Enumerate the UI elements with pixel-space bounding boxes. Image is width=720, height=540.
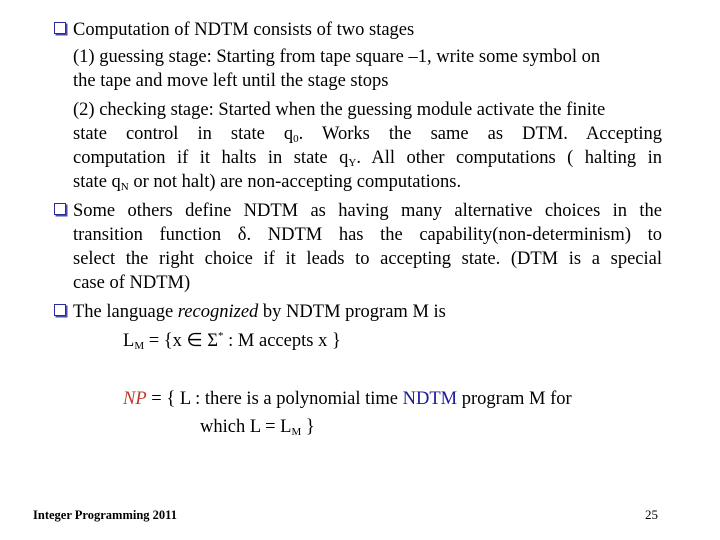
formula-lm [123, 330, 341, 352]
text: which L = L [200, 417, 292, 437]
text: L [123, 331, 135, 351]
emphasis: recognized [177, 302, 259, 322]
np-term: NP [123, 389, 147, 409]
text-line: Some others define NDTM as having many alternative choices in the [73, 201, 662, 221]
text: state control in state q [73, 124, 294, 144]
text-line: select the right choice if it leads to accepting state. (DTM is a special [73, 249, 662, 269]
page-number: 25 [645, 507, 658, 522]
text-line: the tape and move left until the stage stops [73, 71, 389, 91]
text-line: transition function δ. NDTM has the capability(non-determinism) to [73, 225, 662, 245]
text-line [73, 123, 662, 145]
subscript: N [120, 181, 129, 193]
subscript: M [291, 426, 302, 438]
superscript: * [218, 329, 224, 342]
text-line [73, 147, 662, 169]
text: = { L : there is a polynomial time [146, 389, 403, 409]
text-line [73, 171, 461, 193]
text: The language [73, 302, 178, 322]
bullet1-heading: Computation of NDTM consists of two stages [73, 20, 415, 40]
text: : M accepts x } [223, 331, 341, 351]
text: or not halt) are non-accepting computations. [128, 172, 462, 192]
bullet-icon [54, 22, 66, 34]
text: } [301, 417, 315, 437]
text-line: case of NDTM) [73, 273, 191, 293]
text-line: (2) checking stage: Started when the guessing module activate the finite [73, 100, 606, 120]
text: = {x ∈ Σ [144, 331, 219, 351]
text: . All other computations ( halting in [356, 148, 662, 168]
text: program M for [457, 389, 572, 409]
bullet-icon [54, 304, 66, 316]
text-line: (1) guessing stage: Starting from tape square –1, write some symbol on [73, 47, 601, 67]
subscript: M [134, 340, 145, 352]
text-line [73, 301, 446, 323]
np-definition [123, 388, 572, 410]
ndtm-term: NDTM [402, 389, 458, 409]
subscript: 0 [293, 133, 299, 145]
text: state q [73, 172, 121, 192]
text: by NDTM program M is [258, 302, 446, 322]
text: computation if it halts in state q [73, 148, 349, 168]
np-definition-cont [200, 416, 315, 438]
text: . Works the same as DTM. Accepting [298, 124, 662, 144]
footer: Integer Programming 2011 [33, 508, 177, 522]
bullet-icon [54, 203, 66, 215]
subscript: Y [348, 157, 357, 169]
